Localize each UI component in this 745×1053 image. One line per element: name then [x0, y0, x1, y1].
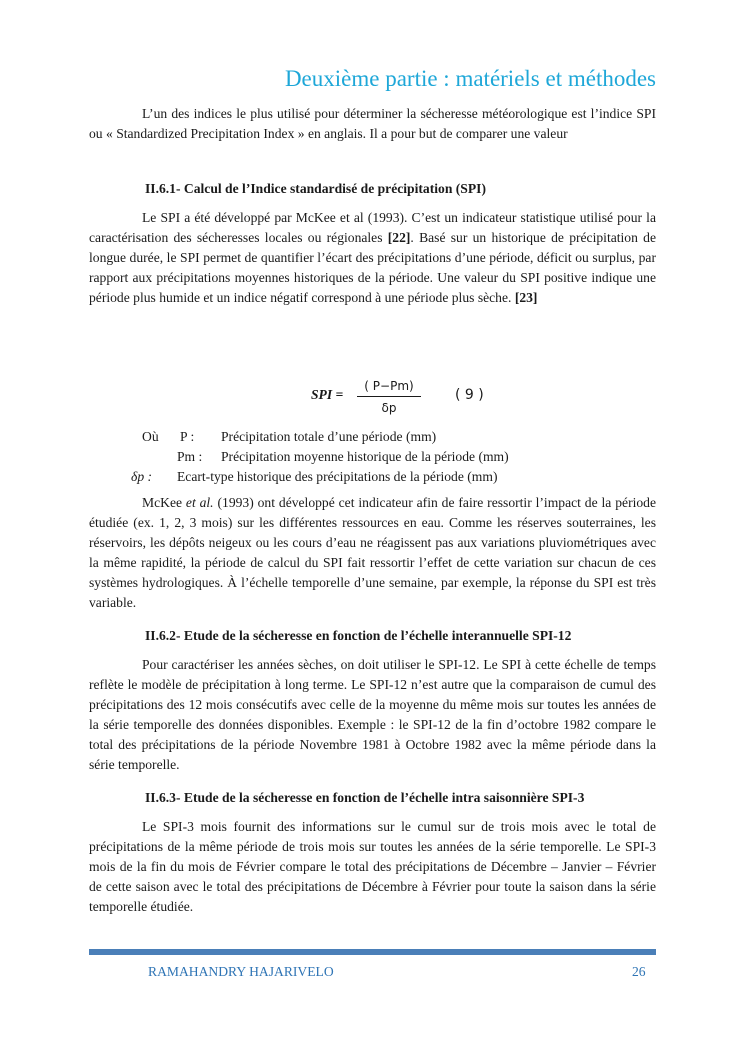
- reference-22: [22]: [387, 230, 411, 245]
- heading-spi-calculation: II.6.1- Calcul de l’Indice standardisé de précipitation (SPI): [145, 181, 486, 196]
- definition-text: Précipitation totale d’une période (mm): [221, 429, 437, 444]
- page-number: 26: [632, 964, 646, 979]
- section-title: Deuxième partie : matériels et méthodes: [284, 66, 656, 91]
- ou-label: Où: [142, 429, 159, 444]
- definition-label: P :: [180, 429, 195, 444]
- footer-divider: [89, 949, 656, 955]
- formula-fraction: [357, 377, 421, 417]
- spi-text-b: . Basé sur un historique de précipitation de longue durée, le SPI permet de quantifier l’écart des précipitations d’une période, déficit ou surplus, par rapport aux précipitations moyennes historiques de la période. Une valeur du SPI positive indique une période plus humide et un indice négatif correspond à une période plus sèche.: [89, 230, 656, 305]
- mckee-paragraph: [89, 493, 656, 613]
- intro-paragraph: L’un des indices le plus utilisé pour déterminer la sécheresse météorologique est l’indice SPI ou « Standardized Precipitation Index » en anglais. Il a pour but de comparer une valeur: [89, 106, 656, 141]
- spi-formula: [311, 377, 571, 417]
- mckee-post: (1993) ont développé cet indicateur afin de faire ressortir l’impact de la période étudiée (ex. 1, 2, 3 mois) sur les différentes ressources en eau. Comme les réserves souterraines, les réservoirs, les dépôts neigeux ou les cours d’eau ne réagissent pas aux variations pluviométriques avec la même rapidité, la période de calcul du SPI fait ressortir l’effet de cette variation sur chacun de ces systèmes hydrologiques. À l’échelle temporelle d’une semaine, par exemple, la réponse du SPI est très variable.: [89, 495, 657, 610]
- spi-12-paragraph: Pour caractériser les années sèches, on doit utiliser le SPI-12. Le SPI à cette échelle de temps reflète le modèle de précipitation à long terme. Le SPI-12 n’est autre que la comparaison de cumul des précipitations des 12 mois consécutifs avec celle de la moyenne du même mois sur toutes les années de la série temporelle des données disponibles. Exemple : le SPI-12 de la fin d’octobre 1982 compare le total des précipitations de la période Novembre 1981 à Octobre 1982 avec la même période dans la série temporelle.: [89, 657, 656, 772]
- definition-label: δp :: [131, 469, 153, 484]
- spi-text-a: Le SPI a été développé par McKee et al (1993). C’est un indicateur statistique utilisé pour la caractérisation des sécheresses locales ou régionales: [89, 210, 656, 245]
- heading-spi-3: II.6.3- Etude de la sécheresse en fonction de l’échelle intra saisonnière SPI-3: [145, 790, 585, 805]
- reference-23: [23]: [514, 290, 538, 305]
- footer-author: RAMAHANDRY HAJARIVELO: [148, 964, 334, 979]
- formula-lhs: SPI =: [311, 387, 344, 402]
- fraction-bar: [357, 396, 421, 397]
- definition-label: Pm :: [177, 449, 203, 464]
- formula-denominator: δp: [381, 401, 397, 415]
- formula-numerator: ( P−Pm): [364, 379, 414, 393]
- definition-text: Précipitation moyenne historique de la période (mm): [221, 449, 509, 464]
- definition-text: Ecart-type historique des précipitations de la période (mm): [177, 469, 498, 484]
- spi-definition-paragraph: [89, 208, 656, 308]
- mckee-et-al: et al.: [185, 495, 214, 510]
- spi-3-paragraph: Le SPI-3 mois fournit des informations sur le cumul sur de trois mois avec le total de précipitations de la même période de trois mois sur toutes les années de la série temporelle. Le SPI-3 mois de la fin du mois de Février compare le total des précipitations de Décembre – Janvier – Février de cette saison avec le total des précipitations de Décembre à Février pour toute la saison dans la série temporelle étudiée.: [89, 819, 656, 914]
- equation-number: ( 9 ): [455, 387, 484, 403]
- heading-spi-12: II.6.2- Etude de la sécheresse en fonction de l’échelle interannuelle SPI-12: [145, 628, 572, 643]
- mckee-pre: McKee: [142, 495, 186, 510]
